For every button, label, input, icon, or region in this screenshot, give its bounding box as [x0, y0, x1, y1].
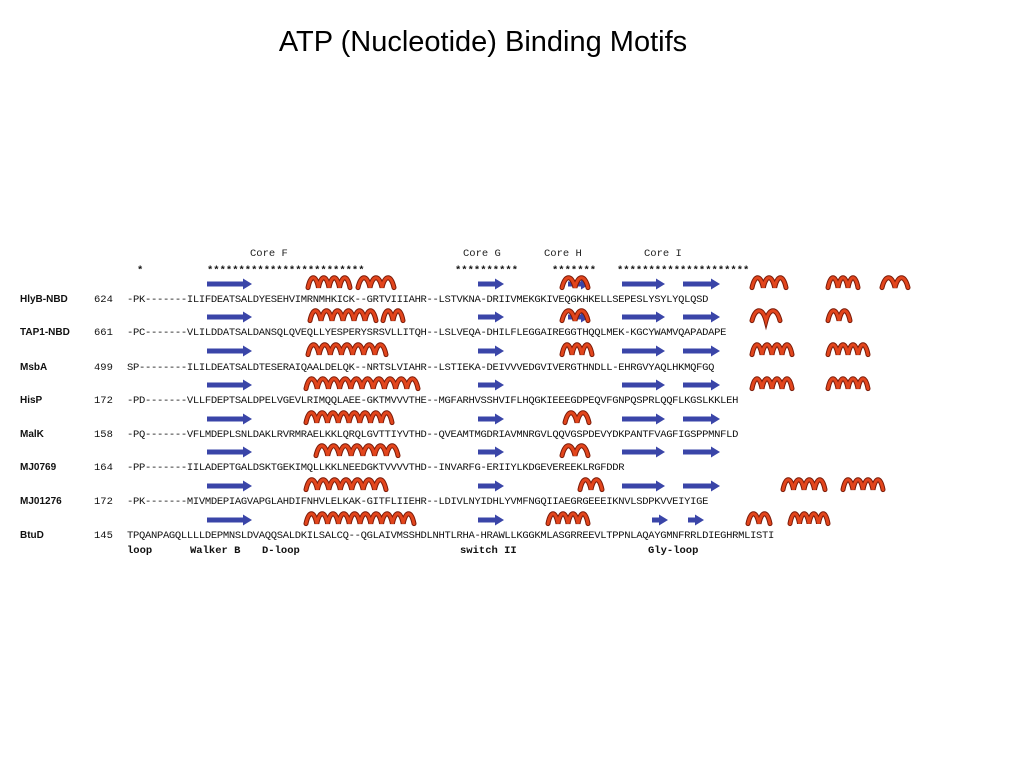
- beta-strand-arrow: [478, 515, 504, 526]
- walker-b-label: Walker B: [190, 545, 241, 557]
- beta-strand-arrow: [478, 447, 504, 458]
- alpha-helix-coils: [306, 278, 908, 524]
- beta-strand-arrow: [207, 515, 252, 526]
- alpha-helix-coil: [308, 278, 350, 288]
- residue-number: 172: [94, 496, 113, 508]
- protein-name: HisP: [20, 395, 43, 406]
- alpha-helix-coil: [306, 379, 418, 389]
- conservation-stars-core-h: *******: [552, 265, 597, 277]
- beta-strand-arrow: [478, 380, 504, 391]
- protein-name: HlyB-NBD: [20, 294, 68, 305]
- sequence: -PK-------ILIFDEATSALDYESEHVIMRNMHKICK--GRTVIIIAHR--LSTVKNA-DRIIVMEKGKIVEQGKHKELLSEPESLYSYLYQLQSD: [127, 294, 709, 306]
- beta-strand-arrow: [207, 380, 252, 391]
- protein-name: MalK: [20, 429, 44, 440]
- beta-strand-arrow: [622, 481, 665, 492]
- beta-strand-arrow: [683, 346, 720, 357]
- beta-strand-arrow: [207, 279, 252, 290]
- beta-strand-arrow: [478, 481, 504, 492]
- protein-name: BtuD: [20, 530, 44, 541]
- gly-loop-label: Gly-loop: [648, 545, 699, 557]
- alpha-helix-coil: [358, 278, 394, 288]
- alpha-helix-coil: [562, 345, 592, 355]
- protein-name: MJ0769: [20, 462, 57, 473]
- sequence: TPQANPAGQLLLLDEPMNSLDVAQQSALDKILSALCQ--QGLAIVMSSHDLNHTLRHA-HRAWLLKGGKMLASGRREEVLTPPNLAQAYGMNFRRLDIEGHRMLISTI: [127, 530, 775, 542]
- conservation-stars-core-i: *********************: [617, 265, 750, 277]
- alpha-helix-coil: [783, 480, 825, 490]
- residue-number: 172: [94, 395, 113, 407]
- switch-ii-label: switch II: [460, 545, 517, 557]
- sequence: -PD-------VLLFDEPTSALDPELVGEVLRIMQQLAEE-GKTMVVVTHE--MGFARHVSSHVIFLHQGKIEEEGDPEQVFGNPQSPRLQQFLKGSLKKLEH: [127, 395, 739, 407]
- beta-strand-arrow: [622, 414, 665, 425]
- beta-strand-arrow: [622, 380, 665, 391]
- core-i-label: Core I: [644, 248, 682, 260]
- sequence: -PP-------IILADEPTGALDSKTGEKIMQLLKKLNEEDGKTVVVVTHD--INVARFG-ERIIYLKDGEVEREEKLRGFDDR: [127, 462, 625, 474]
- core-h-label: Core H: [544, 248, 582, 260]
- beta-strand-arrow: [688, 515, 704, 526]
- beta-strand-arrow: [622, 346, 665, 357]
- beta-strand-arrows: [207, 279, 720, 526]
- beta-strand-arrow: [652, 515, 668, 526]
- residue-number: 624: [94, 294, 113, 306]
- sequence: SP--------ILILDEATSALDTESERAIQAALDELQK--NRTSLVIAHR--LSTIEKA-DEIVVVEDGVIVERGTHNDLL-EHRGVYAQLHKMQFGQ: [127, 362, 715, 374]
- sequence: -PC-------VLILDDATSALDANSQLQVEQLLYESPERYSRSVLLITQH--LSLVEQA-DHILFLEGGAIREGGTHQQLMEK-KGCYWAMVQAPADAPE: [127, 327, 727, 339]
- conservation-stars-core-g: **********: [455, 265, 519, 277]
- protein-name: MJ01276: [20, 496, 62, 507]
- beta-strand-arrow: [478, 414, 504, 425]
- residue-number: 661: [94, 327, 113, 339]
- beta-strand-arrow: [683, 481, 720, 492]
- sequence: -PQ-------VFLMDEPLSNLDAKLRVRMRAELKKLQRQLGVTTIYVTHD--QVEAMTMGDRIAVMNRGVLQQVGSPDEVYDKPANTFVAGFIGSPPMNFLD: [127, 429, 739, 441]
- beta-strand-arrow: [683, 447, 720, 458]
- beta-strand-arrow: [207, 447, 252, 458]
- beta-strand-arrow: [622, 279, 665, 290]
- d-loop-label: D-loop: [262, 545, 300, 557]
- alpha-helix-coil: [828, 278, 858, 288]
- core-g-label: Core G: [463, 248, 501, 260]
- residue-number: 499: [94, 362, 113, 374]
- slide-title: ATP (Nucleotide) Binding Motifs: [278, 26, 688, 58]
- residue-number: 158: [94, 429, 113, 441]
- beta-strand-arrow: [207, 346, 252, 357]
- sequence: -PK-------MIVMDEPIAGVAPGLAHDIFNHVLELKAK-GITFLIIEHR--LDIVLNYIDHLYVMFNGQIIAEGRGEEEIKNVLSDPKVVEIYIGE: [127, 496, 709, 508]
- beta-strand-arrow: [622, 447, 665, 458]
- protein-name: MsbA: [20, 362, 48, 373]
- residue-number: 164: [94, 462, 113, 474]
- core-f-label: Core F: [250, 248, 288, 260]
- alpha-helix-coil: [752, 278, 786, 288]
- beta-strand-arrow: [207, 414, 252, 425]
- beta-strand-arrow: [478, 279, 504, 290]
- beta-strand-arrow: [683, 279, 720, 290]
- beta-strand-arrow: [207, 481, 252, 492]
- beta-strand-arrow: [683, 380, 720, 391]
- conservation-stars-core-f: *************************: [207, 265, 365, 277]
- beta-strand-arrow: [207, 312, 252, 323]
- beta-strand-arrow: [683, 312, 720, 323]
- residue-number: 145: [94, 530, 113, 542]
- beta-strand-arrow: [478, 346, 504, 357]
- beta-strand-arrow: [622, 312, 665, 323]
- beta-strand-arrow: [478, 312, 504, 323]
- loop-label: loop: [127, 545, 153, 557]
- beta-strand-arrow: [683, 414, 720, 425]
- conservation-star-single: *: [137, 265, 144, 277]
- alpha-helix-coil: [306, 514, 414, 524]
- protein-name: TAP1-NBD: [20, 327, 70, 338]
